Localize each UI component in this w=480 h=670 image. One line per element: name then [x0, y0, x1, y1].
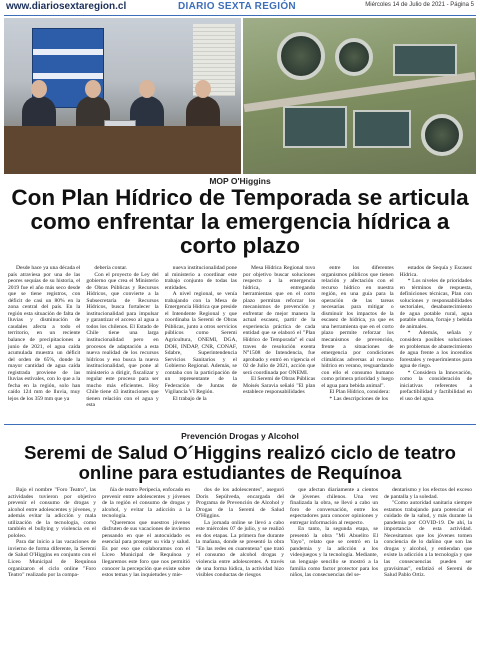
paragraph: Mesa Hídrica Regional tuvo por objetivo buscar soluciones respecto a la emergencia hídrica, entregando herramientas que en el corto plazo permitan reforzar los mecanismos de prevención y enfrentar de mejor manera la actual escasez, partir de la experiencia práctica de cada entidad que se elaboró el "Plan Hídrico de Temporada" el cual traves de resolución exenta N°1508 de Intendencia, fue aprobado y entró en vigencia el 02 de Julio de 2021, acción que será coordinada por ONEMI. — [242, 265, 316, 376]
article2-body — [8, 487, 472, 665]
paragraph: El Plan Hídrico, considera: — [329, 389, 390, 396]
treatment-basin — [393, 44, 457, 76]
paragraph: La jornada online se llevó a cabo este miércoles 07 de julio, y se realizó en dos etapas. La primera fue durante la mañana, donde se presentó la obra "En las redes en cuarentena" que trató el consumo de alcohol drogas y violencia entre adolescentes. A través de una forma lúdica, la actividad hizo visibles conductas de riesgos — [196, 519, 284, 579]
round-tank — [335, 38, 373, 76]
treatment-basin — [353, 110, 411, 148]
paragraph: A nivel regional, se venía trabajando con la Mesa de Emergencia Hídrica que preside el Intendente Regional y que coordinaba la Seremi de Obras Públicas, junto a otros servicios públicos como Seremi Agricultura, ONEMI, DGA, DOH, INDAP, CNR, CONAF, Sdabre, Superintendencia Servicios Sanitarios y el Gobierno Regional. Además, se contaba con la participación de un representante de la Federación de Juntas de Vigilancia VI Región. — [164, 291, 237, 396]
article1-column — [400, 265, 472, 419]
paragraph: estados de Sequía y Escasez Hídrica. — [399, 265, 472, 278]
round-tank — [421, 114, 463, 156]
round-tank — [277, 32, 325, 80]
article2-kicker: Prevención Drogas y Alcohol — [181, 431, 299, 441]
paragraph: dentarismo y los efectos del exceso de pantalla y la soledad. — [384, 487, 472, 500]
article2-column — [384, 487, 472, 665]
date-page-info: Miércoles 14 de Julio de 2021 - Página 5 — [365, 2, 474, 8]
paragraph: * Considera la Innovación, como la consideración de iniciativas referentes a prefactibilidad y factibilidad en el uso del agua. — [399, 369, 472, 402]
treatment-basin — [283, 106, 347, 148]
meeting-photo — [4, 18, 241, 174]
article2-headline: Seremi de Salud O´Higgins realizó ciclo de teatro online para estudiantes de Requínoa — [24, 442, 456, 483]
paragraph: dos de los adolescentes", aseguró Doris Sepúlveda, encargada del Programa de Prevención de Alcohol y Drogas de la Seremi de Salud O'Higgins. — [196, 487, 284, 520]
paragraph: * Además, señala y considera posibles soluciones en problemas de abastecimiento de agua frente a los incendios forestales y requerimientos para agua de riego. — [399, 330, 472, 370]
paragraph: En tanto, la segunda etapa, se presentó la obra "Mi Abuelito El Yayo", relato que se centró en la pandemia y la adicción a los videojuegos y la tecnología. Mediante, un lenguaje sencillo se mostró a la familia como factor protector para los niños, las consecuencias del se- — [290, 526, 378, 579]
article1-kicker: MOP O'Higgins — [209, 176, 271, 186]
paragraph: entre los diferentes organismos públicos que tienen relación y afectación con el recurso hídrico en nuestra región, en una guía para la operación de las tareas necesarias para mitigar o disminuir los impactos de la escasez de hídrica, ya que es una herramienta que en el corto plazo permite reforzar los mecanismos de prevención, frente a situaciones de emergencia por condiciones climáticas adversas al recurso hídrico en verano, resguardando con ello el consumo humano como primera prioridad y luego el agua para bebida animal". — [321, 265, 394, 389]
paragraph: * Las descripciones de los — [329, 395, 389, 402]
paragraph: * Los niveles de prioridades en términos de respuesta, definiciones técnicas, Plan con soluciones y responsabilidades sectoriales, desabastecimiento de agua potable rural, agua potable urbana, forraje y bebida de animales. — [399, 278, 472, 330]
paragraph: Con el proyecto de Ley del gobierno que crea el Ministerio de Obras Públicas y Recursos Hídricos, que convierte a la Subsecretaría de Recursos Hídricos, busca fortalecer la institucionalidad para impulsar y garantizar el acceso al agua a todos los chilenos. El Estado de Chile tiene una larga institucionalidad pero en procesos de adaptación a esta nueva realidad de los recursos hídricos y eso busca la nueva institucionalidad, que pone al ministerio a dirigir, fiscalizar y regular este proceso para ser mucho más eficientes. Hoy Chile tiene 43 instituciones que tienen relación con el agua y esta — [86, 271, 159, 409]
article2-column — [196, 487, 284, 665]
site-url[interactable]: www.diariosextaregion.cl — [6, 1, 127, 12]
article1-headline: Con Plan Hídrico de Temporada se articula como enfrentar la emergencia hídrica a corto plazo — [11, 185, 469, 258]
paragraph: nueva institucionalidad pone al ministerio a coordinar este trabajo conjunto de todas las entidades. — [164, 265, 237, 291]
paragraph: que afectan diariamente a cientos de jóvenes chilenos. Una vez finalizada la obra, se llevó a cabo un foro de conversación, entre los espectadores para conocer opiniones y entregar información al respecto. — [290, 487, 378, 526]
paragraph: El trabajo de la — [172, 395, 207, 402]
article1-body — [8, 265, 472, 419]
article1-column — [8, 265, 80, 419]
header-rule — [4, 15, 476, 16]
paragraph: debería contar. — [94, 265, 128, 271]
conference-table — [4, 126, 241, 174]
section-divider — [4, 424, 476, 425]
newspaper-name: DIARIO SEXTA REGIÓN — [178, 1, 296, 12]
paragraph: ñía de teatro Peripecia, enfocado en prevenir entre adolescentes y jóvenes de la región el consumo de drogas y alcohol, y evitar la adicción a la tecnología. — [102, 487, 190, 520]
article1-column — [243, 265, 315, 419]
paragraph: Bajo el nombre "Foro Teatro", las actividades tuvieron por objetivo prevenir el consumo de drogas y alcohol entre adolescentes y jóvenes, y además evitar la adicción y mala utilización de la tecnología, como también el bullying y violencia en el pololeo. — [8, 487, 96, 539]
paragraph: El Seremi de Obras Públicas Moisés Saravia señaló "El plan establece responsabilidades — [242, 376, 316, 396]
water-plant-photo — [243, 18, 476, 174]
paragraph: Para dar inicio a las vacaciones de invierno de forma diferente, la Seremi de Salud O'Higgins en conjunto con el Liceo Municipal de Requínoa organizaron el ciclo online "Foro Teatro" realizado por la compa- — [8, 539, 96, 579]
paragraph: "Queremos que nuestros jóvenes disfruten de sus vacaciones de invierno pensando en que el autocuidado es esencial para proteger su vida y salud. Es por eso que colaboramos con el Liceo Municipal de Requínoa y llegaremos este foro que nos permitió conocer la percepción que existe sobre estos temas y las inquietudes y mie- — [102, 519, 190, 579]
paragraph: "Como autoridad sanitaria siempre estamos trabajando para potenciar el cuidado de la salud, y más durante la pandemia por COVID-19. De ahí, la importancia de esta actividad. Necesitamos que los jóvenes tomen conciencia de lo dañino que son las drogas y alcohol, y entiendan que existe la adicción a la tecnología y que las consecuencias pueden ser gravísimas", enfatizó el Seremi de Salud Pablo Ortiz. — [384, 500, 472, 579]
article1-column — [165, 265, 237, 419]
article1-column — [86, 265, 158, 419]
article2-column — [290, 487, 378, 665]
paragraph: Desde hace ya una década el país atraviesa por una de las peores sequías de su historia, el 2019 fue el año más seco desde que se tiene registros, con déficit de casi un 80% en la zona central del país. En la región esta situación de falta de lluvias y disminución de caudales afecta a todo el territorio, en un reciente balance de precipitaciones a junio de 2021, el agua caída acumulada muestra un déficit del orden de 65%, donde la mayor cantidad de agua caída registrada proviene de las lluvias estivales, con lo que a la fecha en la región, solo han caído 124 mm de lluvia, muy lejos de los 359 mm que ya — [8, 265, 81, 402]
article1-column — [321, 265, 393, 419]
masthead — [0, 0, 480, 14]
article2-column — [8, 487, 96, 665]
article2-column — [102, 487, 190, 665]
